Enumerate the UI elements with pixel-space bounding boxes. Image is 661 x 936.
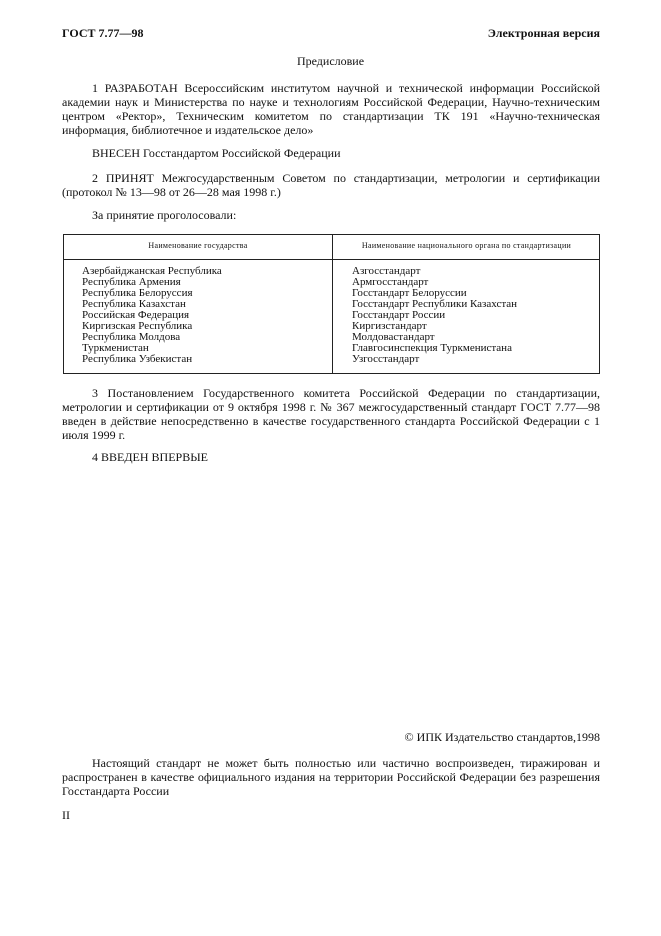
state-item: Азербайджанская Республика [82, 265, 222, 277]
header-standard-code: ГОСТ 7.77—98 [62, 26, 144, 40]
paragraph-adopted: 2 ПРИНЯТ Межгосударственным Советом по стандартизации, метрологии и сертификации (протокол № 13—98 от 26—28 мая 1998 г.) [62, 171, 600, 199]
state-item: Туркменистан [82, 342, 149, 354]
table-header-divider [64, 259, 600, 260]
state-item: Российская Федерация [82, 309, 190, 321]
body-item: Госстандарт Республики Казахстан [352, 298, 518, 310]
page-number: II [62, 808, 70, 822]
header-version-label: Электронная версия [487, 26, 600, 40]
paragraph-developed: 1 РАЗРАБОТАН Всероссийским институтом научной и технической информации Российской академии наук и Министерства по науке и технологиям Российской Федерации, Научно-техническим центром «Ректор», Техническим комитетом по стандартизации ТК 191 «Научно-техническая информация, библиотечное и издательское дело» [62, 81, 600, 137]
voting-table [63, 234, 600, 374]
copyright-notice: © ИПК Издательство стандартов,1998 [404, 730, 600, 744]
body-item: Армгосстандарт [352, 276, 429, 288]
paragraph-first-introduced: 4 ВВЕДЕН ВПЕРВЫЕ [92, 450, 208, 464]
table-header-state: Наименование государства [148, 241, 248, 250]
body-list [352, 266, 517, 365]
body-item: Госстандарт России [352, 309, 446, 321]
page-title: Предисловие [296, 54, 365, 68]
reproduction-notice: Настоящий стандарт не может быть полностью или частично воспроизведен, тиражирован и распространен в качестве официального издания на территории Российской Федерации без разрешения Госстандарта России [62, 756, 600, 798]
body-item: Молдовастандарт [352, 331, 435, 343]
state-item: Республика Армения [82, 276, 181, 288]
vote-intro: За принятие проголосовали: [92, 208, 237, 222]
state-item: Республика Белоруссия [82, 287, 193, 299]
body-item: Госстандарт Белоруссии [352, 287, 467, 299]
state-item: Республика Узбекистан [82, 353, 193, 365]
state-list [82, 266, 222, 365]
table-column-divider [332, 235, 333, 374]
body-item: Азгосстандарт [352, 265, 421, 277]
state-item: Киргизская Республика [82, 320, 193, 332]
body-item: Главгосинспекция Туркменистана [352, 342, 512, 354]
state-item: Республика Молдова [82, 331, 181, 343]
state-item: Республика Казахстан [82, 298, 186, 310]
body-item: Узгосстандарт [352, 353, 420, 365]
table-header-body: Наименование национального органа по стандартизации [361, 241, 572, 250]
paragraph-introduced: ВНЕСЕН Госстандартом Российской Федерации [92, 146, 341, 160]
body-item: Киргизстандарт [352, 320, 427, 332]
paragraph-decree: 3 Постановлением Государственного комитета Российской Федерации по стандартизации, метрологии и сертификации от 9 октября 1998 г. № 367 межгосударственный стандарт ГОСТ 7.77—98 введен в действие непосредственно в качестве государственного стандарта Российской Федерации с 1 июля 1999 г. [62, 386, 600, 442]
